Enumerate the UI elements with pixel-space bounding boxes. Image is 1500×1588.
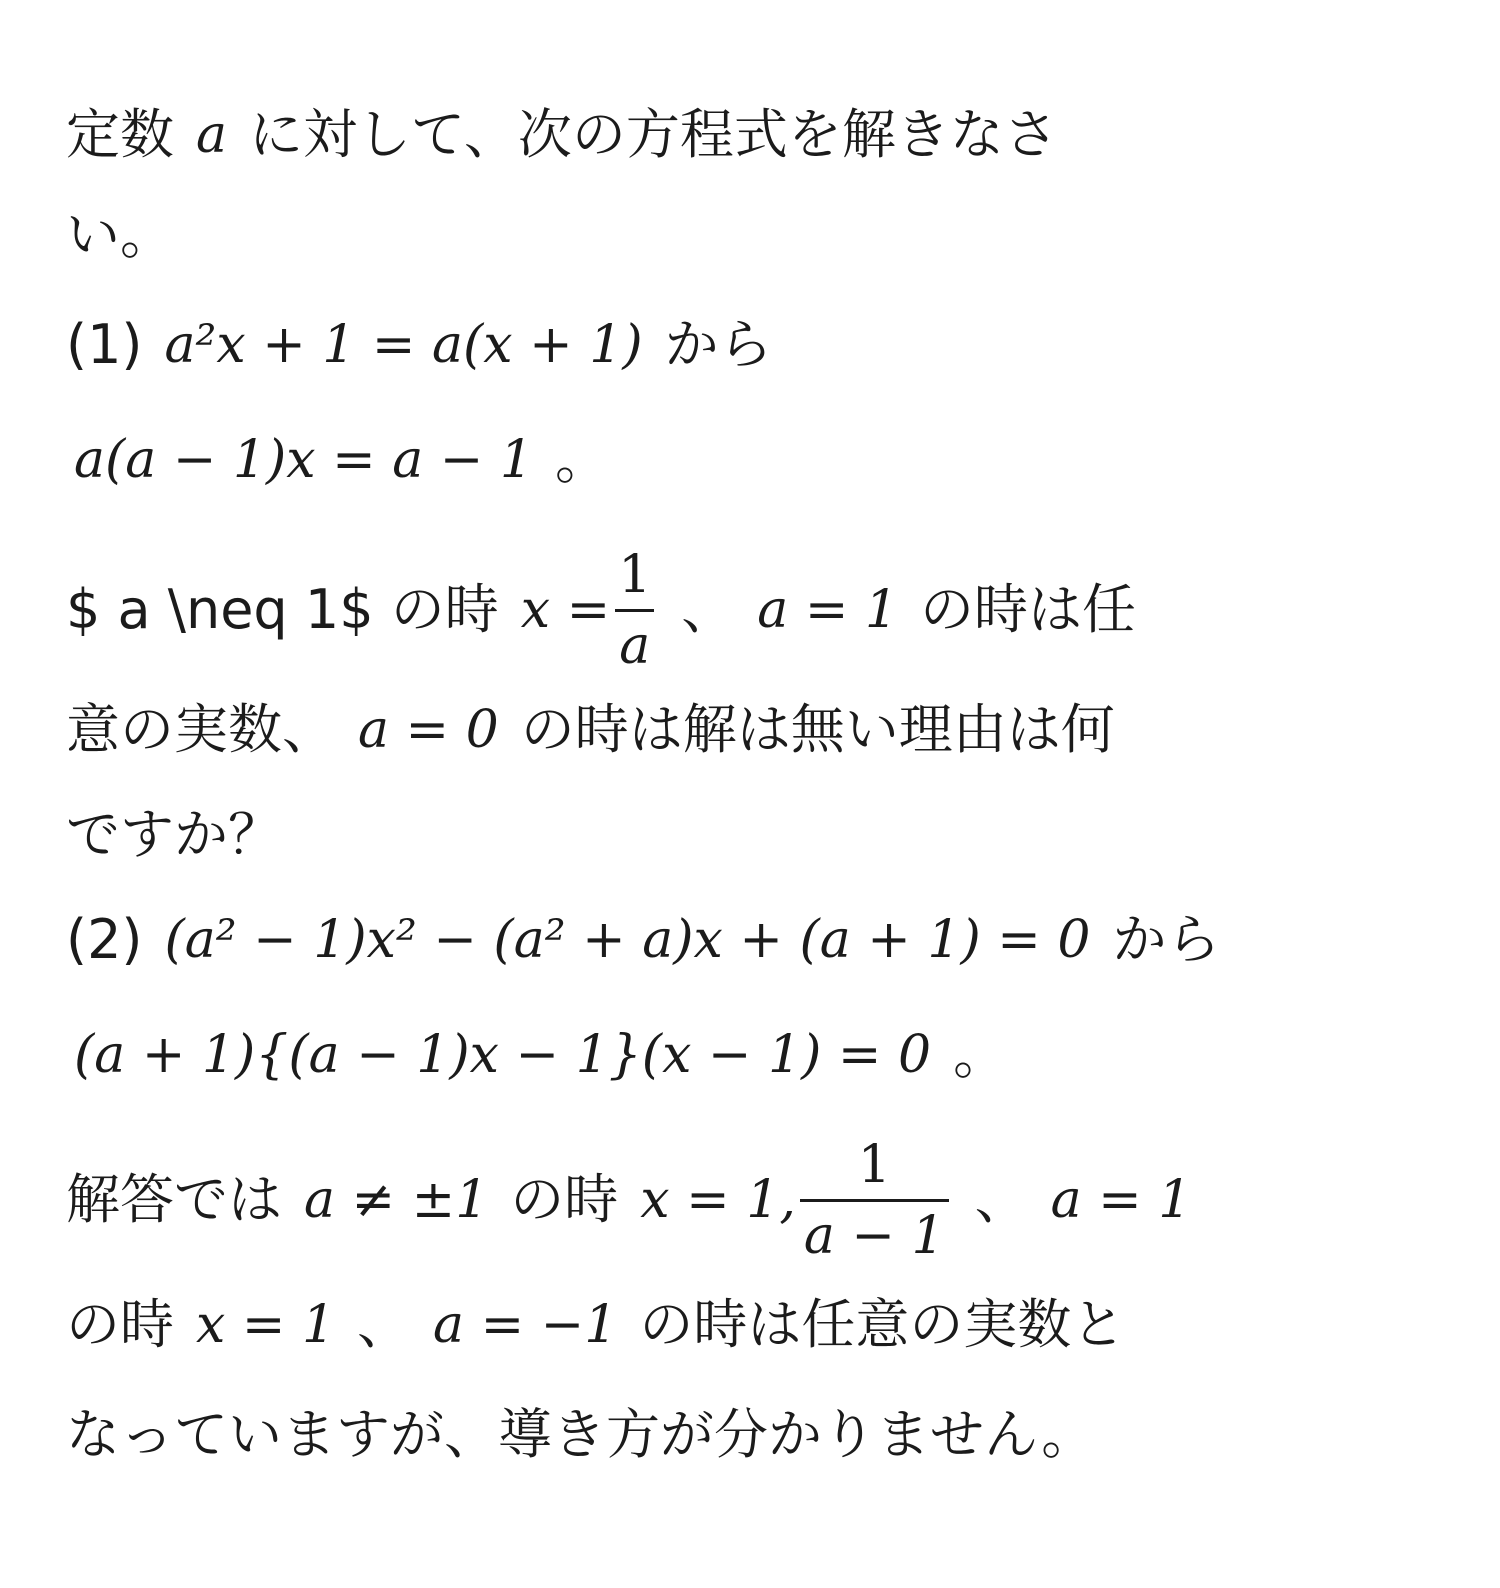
fraction-numerator: 1 xyxy=(618,544,652,605)
text: 、 xyxy=(974,1168,1029,1231)
math-inline: a = 1 xyxy=(1050,1170,1192,1230)
line-8 xyxy=(66,885,1460,995)
math-equation: a(a − 1)x = a − 1 xyxy=(74,430,533,490)
text: い。 xyxy=(66,203,174,266)
line-6 xyxy=(66,675,1460,785)
math-equation: (a² − 1)x² − (a² + a)x + (a + 1) = 0 xyxy=(164,910,1091,970)
text: の時は任意の実数と xyxy=(639,1293,1126,1356)
text: から xyxy=(664,313,773,376)
text: なっていますが、導き方が分かりません。 xyxy=(66,1403,1096,1466)
text: に対して、次の方程式を解きなさ xyxy=(249,103,1058,166)
text: 。 xyxy=(554,428,609,491)
text: の時 xyxy=(66,1293,174,1356)
text: 。 xyxy=(953,1023,1008,1086)
line-5 xyxy=(66,535,1460,685)
line-10 xyxy=(66,1125,1460,1275)
line-11 xyxy=(66,1270,1460,1380)
math-inline: a = 1 xyxy=(757,580,898,640)
math-inline: x = 1 xyxy=(196,1295,336,1355)
line-2 xyxy=(66,180,1460,290)
text: 解答では xyxy=(66,1168,282,1231)
line-4 xyxy=(66,405,1460,515)
text: $ a \neq 1$ の時 xyxy=(66,578,499,641)
line-1 xyxy=(66,80,1460,190)
text: の時は任 xyxy=(920,578,1136,641)
text: 、 xyxy=(357,1293,412,1356)
math-inline: a = 0 xyxy=(358,700,499,760)
text: ですか？ xyxy=(66,803,282,866)
math-inline: a = −1 xyxy=(433,1295,618,1355)
fraction-denominator: a xyxy=(615,609,654,672)
math-equation: a²x + 1 = a(x + 1) xyxy=(164,315,643,375)
text: の時 xyxy=(510,1168,619,1231)
text: から xyxy=(1112,908,1221,971)
line-7 xyxy=(66,780,1460,890)
line-12 xyxy=(66,1380,1460,1490)
fraction-denominator: a − 1 xyxy=(800,1199,949,1262)
fraction-numerator: 1 xyxy=(857,1134,891,1195)
text: (2) xyxy=(66,908,143,971)
text: (1) xyxy=(66,313,143,376)
math-inline: a ≠ ±1 xyxy=(304,1170,489,1230)
math-inline: a xyxy=(196,105,228,165)
fraction xyxy=(800,1134,949,1266)
line-3 xyxy=(66,290,1460,400)
text: 定数 xyxy=(66,103,174,166)
math-equation: (a + 1){(a − 1)x − 1}(x − 1) = 0 xyxy=(74,1025,932,1085)
line-9 xyxy=(66,1000,1460,1110)
text: 、 xyxy=(681,578,736,641)
math-fraction-expression: x = 1, $\frac{1}{a - 1}$ xyxy=(640,1125,952,1275)
text: 意の実数、 xyxy=(66,698,336,761)
math-fraction-expression: x = $\frac{1}{a}$ xyxy=(521,535,660,685)
text: の時は解は無い理由は何 xyxy=(520,698,1115,761)
fraction xyxy=(614,544,655,676)
